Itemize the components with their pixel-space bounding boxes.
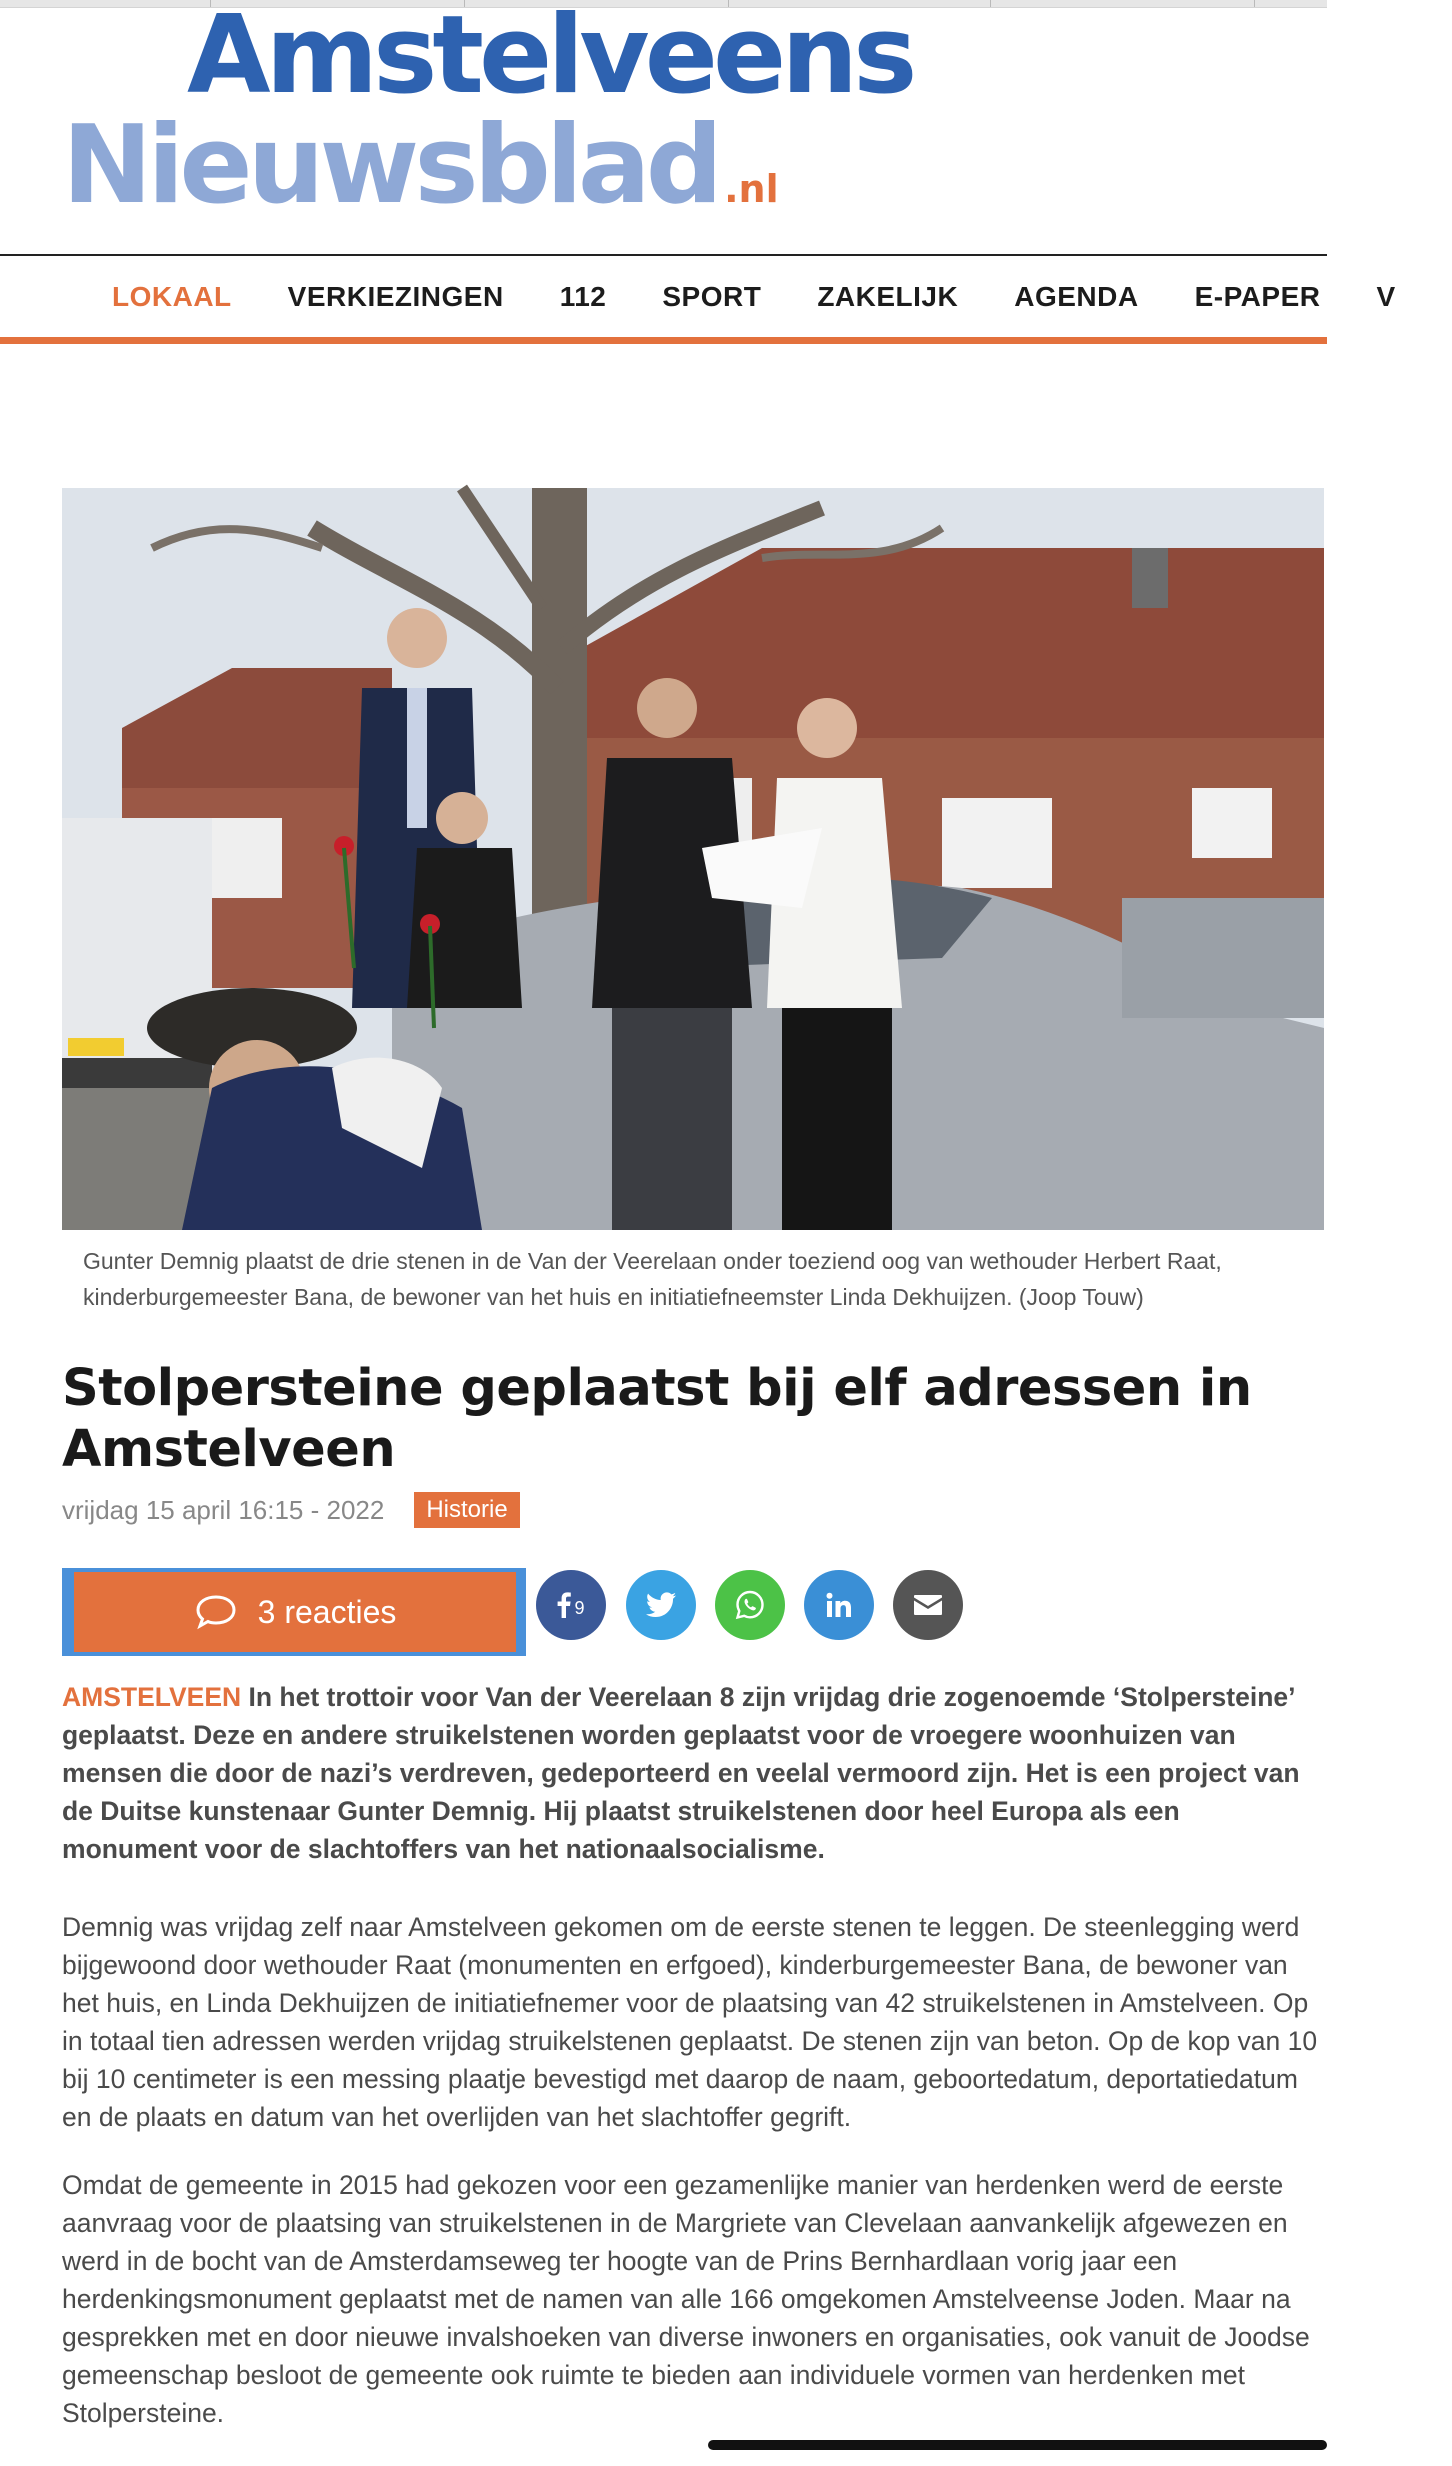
email-icon [913,1594,943,1616]
lead-text: In het trottoir voor Van der Veerelaan 8 zijn vrijdag drie zogenoemde ‘Stolpersteine’ geplaatst. Deze en andere struikelstenen worden geplaatst voor de vroegere woonhuizen van mensen die door de nazi’s verdreven, gedeporteerd en veelal vermoord zijn. Het is een project van de Duitse kunstenaar Gunter Demnig. Hij plaatst struikelstenen door heel Europa als een monument voor de slachtoffers van het nationaalsocialisme. [62,1682,1300,1864]
logo-text-nieuwsblad [62,103,779,228]
home-indicator[interactable] [708,2440,1327,2450]
main-navigation [0,254,1396,344]
facebook-share-button[interactable] [536,1570,606,1640]
article-meta [62,1492,520,1528]
lead-location: AMSTELVEEN [62,1682,242,1712]
logo-text-amstelveens: Amstelveens [187,0,913,118]
article-paragraph: Omdat de gemeente in 2015 had gekozen voor een gezamenlijke manier van herdenken werd de eerste aanvraag voor de plaatsing van struikelstenen in de Margriete van Clevelaan aanvankelijk afgewezen en werd in de bocht van de Amsterdamseweg ter hoogte van de Prins Bernhardlaan vorig jaar een herdenkingsmonument geplaatst met de namen van alle 166 omgekomen Amstelveense Joden. Maar na gesprekken met en door nieuwe invalshoeken van diverse inwoners en organisaties, ook vanuit de Joodse gemeenschap besloot de gemeente ook ruimte te bieden aan individuele vormen van herdenken met Stolpersteine. [62,2170,1310,2428]
reactions-button-inner[interactable] [74,1572,516,1652]
nav-item-truncated[interactable]: V [1376,280,1396,312]
nav-item-verkiezingen[interactable]: VERKIEZINGEN [287,280,504,312]
whatsapp-icon [735,1590,765,1620]
tab-separator [990,0,991,7]
whatsapp-share-button[interactable] [715,1570,785,1640]
linkedin-icon [826,1592,852,1618]
facebook-share-count: 9 [574,1597,585,1618]
article-photo-illustration [62,488,1324,1230]
photo-caption: Gunter Demnig plaatst de drie stenen in de Van der Veerelaan onder toeziend oog van wethouder Herbert Raat, kinderburgemeester Bana, de bewoner van het huis en initiatiefneemster Linda Dekhuijzen. (Joop Touw) [83,1248,1222,1310]
article-paragraph: Demnig was vrijdag zelf naar Amstelveen gekomen om de eerste stenen te leggen. De steenlegging werd bijgewoond door wethouder Raat (monumenten en erfgoed), kinderburgemeester Bana, de bewoner van het huis, en Linda Dekhuijzen de initiatiefnemer voor de plaatsing van 42 struikelstenen in Amstelveen. Op in totaal tien adressen werden vrijdag struikelstenen geplaatst. De stenen zijn van beton. Op de kop van 10 bij 10 centimeter is een messing plaatje bevestigd met daarop de naam, geboortedatum, deportatiedatum en de plaats en datum van het overlijden van het slachtoffer gegrift. [62,1912,1318,2132]
nav-item-sport[interactable]: SPORT [662,280,762,312]
category-tag[interactable]: Historie [414,1492,519,1528]
twitter-icon [646,1592,676,1618]
nav-item-zakelijk[interactable]: ZAKELIJK [817,280,959,312]
comments-icon [194,1594,240,1630]
site-logo[interactable] [62,0,962,228]
logo-tld: .nl [724,167,779,211]
reactions-label: 3 reacties [257,1593,397,1630]
article-date: vrijdag 15 april 16:15 - 2022 [62,1494,385,1525]
nav-item-agenda[interactable]: AGENDA [1014,280,1139,312]
email-share-button[interactable] [893,1570,963,1640]
linkedin-share-button[interactable] [804,1570,874,1640]
nav-item-112[interactable]: 112 [559,280,607,312]
reactions-button[interactable] [62,1568,526,1656]
twitter-share-button[interactable] [626,1570,696,1640]
facebook-icon [557,1592,571,1618]
article-photo[interactable] [62,488,1324,1230]
article-lead [62,1678,1314,1868]
tab-separator [1254,0,1255,7]
article-title: Stolpersteine geplaatst bij elf adressen in Amstelveen [62,1359,1252,1479]
nav-list [112,256,1452,337]
nav-item-e-paper[interactable]: E-PAPER [1194,280,1321,312]
nav-item-lokaal[interactable]: LOKAAL [112,280,232,312]
logo-text-nieuwsblad-word: Nieuwsblad [62,103,719,228]
